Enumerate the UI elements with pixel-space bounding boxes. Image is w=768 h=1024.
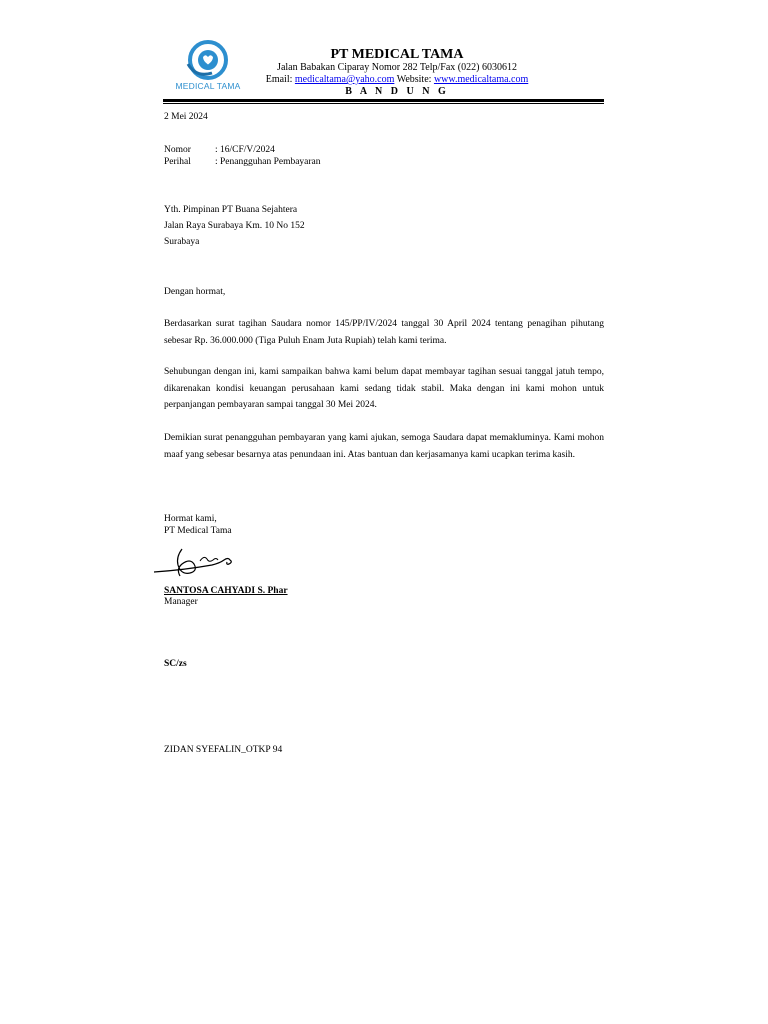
body-paragraph: Demikian surat penangguhan pembayaran yang kami ajukan, semoga Saudara dapat memakluminya. Kami mohon maaf yang sebesar besarnya atas penundaan ini. Atas bantuan dan kerjasamanya kami ucapkan terima kasih.	[164, 433, 604, 460]
logo-wordmark: MEDICAL TAMA	[175, 81, 241, 91]
company-contact	[250, 74, 544, 85]
perihal-label: Perihal	[164, 157, 191, 167]
nomor-value: : 16/CF/V/2024	[215, 145, 275, 155]
website-link[interactable]: www.medicaltama.com	[433, 74, 529, 85]
letterhead-divider-thin	[163, 103, 604, 104]
letterhead-divider-thick	[163, 99, 604, 102]
footer-note: ZIDAN SYEFALIN_OTKP 94	[164, 745, 283, 755]
signer-name: SANTOSA CAHYADI S. Phar	[164, 586, 288, 596]
recipient-line-2: Jalan Raya Surabaya Km. 10 No 152	[164, 221, 305, 231]
website-label: Website:	[396, 74, 432, 85]
signature-scribble	[152, 547, 236, 581]
email-link[interactable]: medicaltama@yaho.com	[294, 74, 395, 85]
company-logo	[172, 38, 244, 98]
perihal-value: : Penangguhan Pembayaran	[215, 157, 321, 167]
body-paragraph: Berdasarkan surat tagihan Saudara nomor 145/PP/IV/2024 tanggal 30 April 2024 tentang penagihan pihutang sebesar Rp. 36.000.000 (Tiga Puluh Enam Juta Rupiah) telah kami terima.	[164, 319, 604, 346]
letter-date: 2 Mei 2024	[164, 112, 208, 122]
heart-hand-icon	[172, 38, 244, 82]
closing-line-1: Hormat kami,	[164, 514, 217, 524]
company-name: PT MEDICAL TAMA	[330, 47, 464, 62]
recipient-line-3: Surabaya	[164, 237, 200, 247]
salutation: Dengan hormat,	[164, 287, 226, 297]
nomor-label: Nomor	[164, 145, 191, 155]
company-city: B A N D U N G	[345, 86, 449, 97]
company-address: Jalan Babakan Ciparay Nomor 282 Telp/Fax (022) 6030612	[277, 62, 517, 73]
closing-line-2: PT Medical Tama	[164, 526, 232, 536]
signer-title: Manager	[164, 597, 198, 607]
recipient-line-1: Yth. Pimpinan PT Buana Sejahtera	[164, 205, 298, 215]
reference-initials: SC/zs	[164, 659, 187, 669]
email-label: Email:	[265, 74, 293, 85]
body-paragraph: Sehubungan dengan ini, kami sampaikan bahwa kami belum dapat membayar tagihan sesuai tanggal jatuh tempo, dikarenakan kondisi keuangan perusahaan kami sedang tidak stabil. Maka dengan ini kami mohon untuk perpanjangan pembayaran sampai tanggal 30 Mei 2024.	[164, 367, 604, 410]
